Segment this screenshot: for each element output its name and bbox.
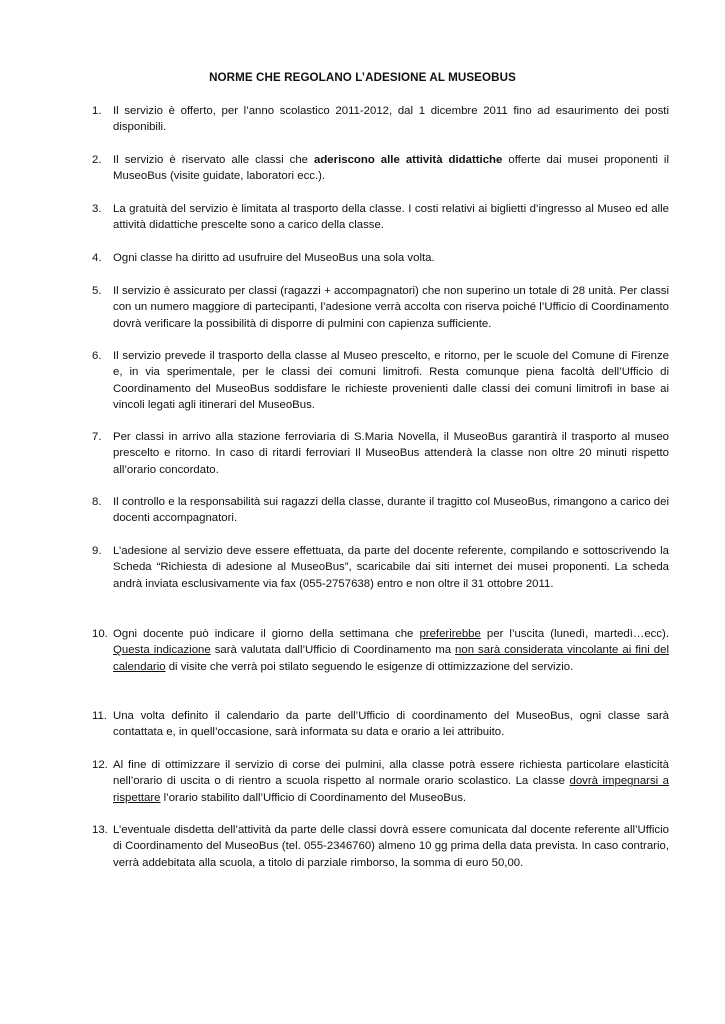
item-number: 4.: [92, 252, 102, 264]
item-text: Il servizio è offerto, per l’anno scolastico 2011-2012, dal 1 dicembre 2011 fino ad esaurimento dei posti disponibili.: [113, 105, 669, 134]
item-number: 6.: [92, 350, 102, 362]
item-number: 1.: [92, 105, 102, 117]
rule-item-9: [92, 543, 669, 592]
underlined-phrase: Questa indicazione: [113, 644, 211, 657]
rule-item-12: [92, 757, 669, 806]
rule-item-2: [92, 152, 669, 185]
item-text: Ogni classe ha diritto ad usufruire del MuseoBus una sola volta.: [113, 252, 435, 264]
underlined-phrase: dovrà impegnarsi a rispettare: [113, 775, 669, 804]
item-number: 12.: [92, 759, 108, 771]
item-number: 13.: [92, 824, 108, 836]
item-text: Una volta definito il calendario da parte dell’Ufficio di coordinamento del MuseoBus, ogni classe sarà contattata e, in quell’occasione, sarà informata su data e orario a lei attribuito.: [113, 710, 669, 739]
item-number: 8.: [92, 496, 102, 508]
document-title: NORME CHE REGOLANO L’ADESIONE AL MUSEOBUS: [209, 71, 516, 84]
rule-item-4: [92, 250, 669, 266]
rule-item-6: [92, 348, 669, 413]
item-text: Per classi in arrivo alla stazione ferroviaria di S.Maria Novella, il MuseoBus garantirà il trasporto al museo prescelto e ritorno. In caso di ritardi ferroviari Il MuseoBus attenderà la classe non oltre 20 minuti rispetto all’orario concordato.: [113, 431, 669, 476]
underlined-phrase: non sarà considerata vincolante ai fini del calendario: [113, 644, 669, 673]
item-number: 3.: [92, 203, 102, 215]
item-text: La gratuità del servizio è limitata al trasporto della classe. I costi relativi ai biglietti d’ingresso al Museo ed alle attività didattiche prescelte sono a carico della classe.: [113, 203, 669, 232]
item-text: Il servizio è riservato alle classi che aderiscono alle attività didattiche offerte dai musei proponenti il MuseoBus (visite guidate, laboratori ecc.).: [113, 154, 669, 183]
item-text: Il servizio è assicurato per classi (ragazzi + accompagnatori) che non superino un totale di 28 unità. Per classi con un numero maggiore di partecipanti, l’adesione verrà accolta con riserva poiché l’Ufficio di Coordinamento dovrà verificare la possibilità di disporre di pulmini con capienza sufficiente.: [113, 285, 669, 330]
rule-item-7: [92, 429, 669, 478]
item-number: 2.: [92, 154, 102, 166]
rule-item-1: [92, 103, 669, 136]
item-text: Il servizio prevede il trasporto della classe al Museo prescelto, e ritorno, per le scuole del Comune di Firenze e, in via sperimentale, per le classi dei comuni limitrofi. Resta comunque piena facoltà dell’Ufficio di Coordinamento del MuseoBus soddisfare le richieste provenienti dalle classi dei comuni limitrofi in base ai vincoli legati agli itinerari del MuseoBus.: [113, 350, 669, 411]
rule-item-13: [92, 822, 669, 871]
item-number: 7.: [92, 431, 102, 443]
rule-item-8: [92, 494, 669, 527]
item-text: Ogni docente può indicare il giorno della settimana che preferirebbe per l’uscita (lunedì, martedì…ecc). Questa indicazione sarà valutata dall’Ufficio di Coordinamento ma non sarà considerata vincolante ai fini del calendario di visite che verrà poi stilato seguendo le esigenze di ottimizzazione del servizio.: [113, 628, 670, 673]
item-text: L’adesione al servizio deve essere effettuata, da parte del docente referente, compilando e sottoscrivendo la Scheda “Richiesta di adesione al MuseoBus”, scaricabile dai siti internet dei musei proponenti. La scheda andrà inviata esclusivamente via fax (055-2757638) entro e non oltre il 31 ottobre 2011.: [113, 545, 669, 590]
bold-phrase: aderiscono alle attività didattiche: [314, 154, 503, 166]
underlined-phrase: preferirebbe: [419, 628, 481, 640]
item-number: 9.: [92, 545, 102, 557]
rule-item-10: [92, 626, 669, 675]
item-number: 11.: [92, 710, 107, 722]
item-text: Al fine di ottimizzare il servizio di corse dei pulmini, alla classe potrà essere richiesta particolare elasticità nell’orario di uscita o di rientro a scuola rispetto al normale orario scolastico. La classe dovrà impegnarsi a rispettare l’orario stabilito dall’Ufficio di Coordinamento del MuseoBus.: [113, 759, 669, 804]
item-text: L’eventuale disdetta dell’attività da parte delle classi dovrà essere comunicata dal docente referente all’Ufficio di Coordinamento del MuseoBus (tel. 055-2346760) almeno 10 gg prima della data prevista. In caso contrario, verrà addebitata alla scuola, a titolo di parziale rimborso, la somma di euro 50,00.: [113, 824, 669, 869]
item-text: Il controllo e la responsabilità sui ragazzi della classe, durante il tragitto col MuseoBus, rimangono a carico dei docenti accompagnatori.: [113, 496, 669, 525]
rule-item-11: [92, 708, 669, 741]
item-number: 5.: [92, 285, 102, 297]
rule-item-3: [92, 201, 669, 234]
item-number: 10.: [92, 628, 108, 640]
rule-item-5: [92, 283, 669, 332]
